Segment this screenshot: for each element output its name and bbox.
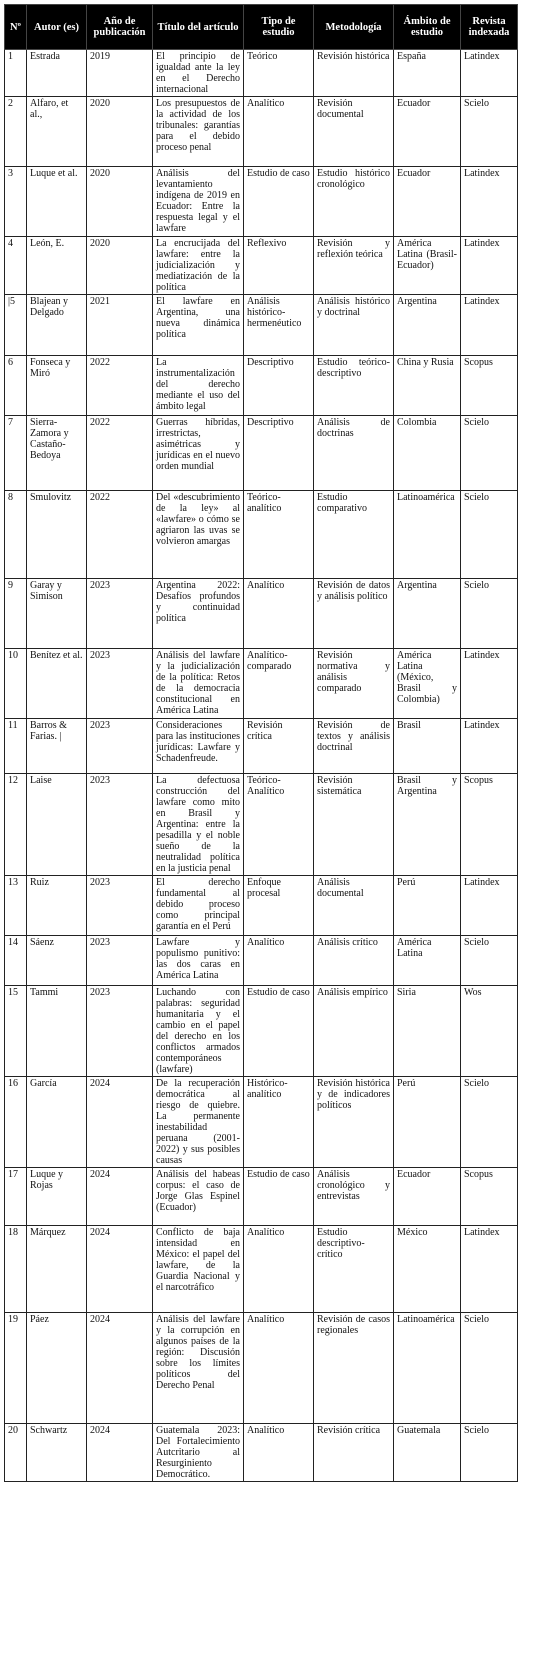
table-row: [5, 1077, 518, 1168]
methodology-cell: Análisis empírico: [314, 986, 394, 1077]
row-number: 17: [5, 1168, 27, 1226]
row-number: |5: [5, 295, 27, 356]
row-number: 1: [5, 50, 27, 97]
scope-cell: España: [394, 50, 461, 97]
row-number: 13: [5, 876, 27, 936]
study-type-cell: Analítico: [244, 1226, 314, 1313]
journal-cell: Latindex: [461, 237, 518, 295]
scope-cell: Latinoamérica: [394, 491, 461, 579]
methodology-cell: Análisis histórico y doctrinal: [314, 295, 394, 356]
table-row: [5, 50, 518, 97]
journal-cell: Scielo: [461, 1077, 518, 1168]
scope-cell: Ecuador: [394, 97, 461, 167]
year-cell: 2021: [87, 295, 153, 356]
study-type-cell: Analítico: [244, 579, 314, 649]
author-cell: Laise: [27, 774, 87, 876]
row-number: 2: [5, 97, 27, 167]
year-cell: 2022: [87, 356, 153, 416]
col-header-journal: Revista indexada: [461, 5, 518, 50]
title-cell: El principio de igualdad ante la ley en el Derecho internacional: [153, 50, 244, 97]
study-type-cell: Análisis histórico-hermenéutico: [244, 295, 314, 356]
table-row: [5, 295, 518, 356]
methodology-cell: Estudio teórico-descriptivo: [314, 356, 394, 416]
title-cell: Argentina 2022: Desafíos profundos y continuidad política: [153, 579, 244, 649]
study-type-cell: Revisión crítica: [244, 719, 314, 774]
table-row: [5, 936, 518, 986]
author-cell: Márquez: [27, 1226, 87, 1313]
author-cell: Sierra-Zamora y Castaño-Bedoya: [27, 416, 87, 491]
year-cell: 2020: [87, 167, 153, 237]
title-cell: El lawfare en Argentina, una nueva dinámica política: [153, 295, 244, 356]
year-cell: 2024: [87, 1226, 153, 1313]
scope-cell: Colombia: [394, 416, 461, 491]
year-cell: 2019: [87, 50, 153, 97]
study-type-cell: Estudio de caso: [244, 1168, 314, 1226]
journal-cell: Scielo: [461, 1424, 518, 1482]
methodology-cell: Revisión de casos regionales: [314, 1313, 394, 1424]
title-cell: Lawfare y populismo punitivo: las dos caras en América Latina: [153, 936, 244, 986]
methodology-cell: Análisis documental: [314, 876, 394, 936]
scope-cell: Siria: [394, 986, 461, 1077]
author-cell: Garay y Simison: [27, 579, 87, 649]
table-row: [5, 1226, 518, 1313]
author-cell: Blajean y Delgado: [27, 295, 87, 356]
title-cell: La defectuosa construcción del lawfare como mito en Brasil y Argentina: entre la pesadilla y el noble sueño de la neutralidad política en la justicia penal: [153, 774, 244, 876]
journal-cell: Scopus: [461, 1168, 518, 1226]
row-number: 3: [5, 167, 27, 237]
row-number: 16: [5, 1077, 27, 1168]
author-cell: Ruiz: [27, 876, 87, 936]
row-number: 6: [5, 356, 27, 416]
year-cell: 2022: [87, 416, 153, 491]
study-type-cell: Estudio de caso: [244, 986, 314, 1077]
scope-cell: Argentina: [394, 579, 461, 649]
methodology-cell: Estudio histórico cronológico: [314, 167, 394, 237]
author-cell: Páez: [27, 1313, 87, 1424]
table-body: [5, 50, 518, 1482]
col-header-number: Nº: [5, 5, 27, 50]
study-type-cell: Teórico-analítico: [244, 491, 314, 579]
row-number: 14: [5, 936, 27, 986]
title-cell: Análisis del levantamiento indígena de 2019 en Ecuador: Entre la respuesta legal y el lawfare: [153, 167, 244, 237]
row-number: 15: [5, 986, 27, 1077]
table-row: [5, 237, 518, 295]
methodology-cell: Revisión histórica y de indicadores políticos: [314, 1077, 394, 1168]
journal-cell: Latindex: [461, 649, 518, 719]
study-type-cell: Descriptivo: [244, 416, 314, 491]
scope-cell: Perú: [394, 1077, 461, 1168]
study-type-cell: Histórico-analítico: [244, 1077, 314, 1168]
col-header-methodology: Metodología: [314, 5, 394, 50]
journal-cell: Latindex: [461, 1226, 518, 1313]
author-cell: Sáenz: [27, 936, 87, 986]
methodology-cell: Análisis cronológico y entrevistas: [314, 1168, 394, 1226]
journal-cell: Latindex: [461, 50, 518, 97]
table-row: [5, 97, 518, 167]
year-cell: 2023: [87, 719, 153, 774]
title-cell: La instrumentalización del derecho mediante el uso del ámbito legal: [153, 356, 244, 416]
study-type-cell: Analítico: [244, 936, 314, 986]
table-header: [5, 5, 518, 50]
title-cell: Análisis del lawfare y la judicialización de la política: Retos de la democracia constitucional en América Latina: [153, 649, 244, 719]
title-cell: Del «descubrimiento de la ley» al «lawfare» o cómo se agriaron las uvas se volvieron amargas: [153, 491, 244, 579]
col-header-author: Autor (es): [27, 5, 87, 50]
table-row: [5, 876, 518, 936]
table-row: [5, 986, 518, 1077]
methodology-cell: Análisis crítico: [314, 936, 394, 986]
scope-cell: Brasil y Argentina: [394, 774, 461, 876]
row-number: 4: [5, 237, 27, 295]
title-cell: Análisis del habeas corpus: el caso de Jorge Glas Espinel (Ecuador): [153, 1168, 244, 1226]
year-cell: 2023: [87, 986, 153, 1077]
author-cell: Tammi: [27, 986, 87, 1077]
col-header-title: Título del artículo: [153, 5, 244, 50]
row-number: 7: [5, 416, 27, 491]
methodology-cell: Revisión crítica: [314, 1424, 394, 1482]
col-header-scope: Ámbito de estudio: [394, 5, 461, 50]
row-number: 19: [5, 1313, 27, 1424]
journal-cell: Scielo: [461, 416, 518, 491]
author-cell: Fonseca y Miró: [27, 356, 87, 416]
title-cell: La encrucijada del lawfare: entre la judicialización y mediatización de la política: [153, 237, 244, 295]
journal-cell: Scielo: [461, 579, 518, 649]
table-row: [5, 1313, 518, 1424]
row-number: 9: [5, 579, 27, 649]
scope-cell: Brasil: [394, 719, 461, 774]
table-row: [5, 649, 518, 719]
scope-cell: Ecuador: [394, 1168, 461, 1226]
journal-cell: Latindex: [461, 876, 518, 936]
methodology-cell: Revisión documental: [314, 97, 394, 167]
journal-cell: Scielo: [461, 1313, 518, 1424]
author-cell: Estrada: [27, 50, 87, 97]
table-row: [5, 1424, 518, 1482]
scope-cell: Latinoamérica: [394, 1313, 461, 1424]
row-number: 8: [5, 491, 27, 579]
journal-cell: Scopus: [461, 774, 518, 876]
year-cell: 2023: [87, 649, 153, 719]
table-row: [5, 579, 518, 649]
journal-cell: Latindex: [461, 295, 518, 356]
year-cell: 2024: [87, 1424, 153, 1482]
methodology-cell: Revisión sistemática: [314, 774, 394, 876]
title-cell: Guerras híbridas, irrestrictas, asimétricas y jurídicas en el nuevo orden mundial: [153, 416, 244, 491]
methodology-cell: Revisión de datos y análisis político: [314, 579, 394, 649]
scope-cell: Guatemala: [394, 1424, 461, 1482]
author-cell: García: [27, 1077, 87, 1168]
title-cell: El derecho fundamental al debido proceso como principal garantía en el Perú: [153, 876, 244, 936]
year-cell: 2024: [87, 1168, 153, 1226]
row-number: 11: [5, 719, 27, 774]
study-type-cell: Descriptivo: [244, 356, 314, 416]
scope-cell: América Latina (México, Brasil y Colombia): [394, 649, 461, 719]
methodology-cell: Estudio descriptivo-crítico: [314, 1226, 394, 1313]
study-type-cell: Estudio de caso: [244, 167, 314, 237]
row-number: 10: [5, 649, 27, 719]
methodology-cell: Revisión histórica: [314, 50, 394, 97]
year-cell: 2020: [87, 97, 153, 167]
study-type-cell: Teórico: [244, 50, 314, 97]
study-type-cell: Analítico-comparado: [244, 649, 314, 719]
journal-cell: Latindex: [461, 167, 518, 237]
scope-cell: Ecuador: [394, 167, 461, 237]
author-cell: Barros & Farias. |: [27, 719, 87, 774]
author-cell: Luque y Rojas: [27, 1168, 87, 1226]
author-cell: León, E.: [27, 237, 87, 295]
studies-table: [4, 4, 518, 1482]
methodology-cell: Revisión de textos y análisis doctrinal: [314, 719, 394, 774]
title-cell: De la recuperación democrática al riesgo de quiebre. La permanente inestabilidad peruana (2001-2022) y sus posibles causas: [153, 1077, 244, 1168]
journal-cell: Latindex: [461, 719, 518, 774]
study-type-cell: Analítico: [244, 1313, 314, 1424]
study-type-cell: Reflexivo: [244, 237, 314, 295]
author-cell: Schwartz: [27, 1424, 87, 1482]
title-cell: Guatemala 2023: Del Fortalecimiento Autcritario al Resurginiento Democrático.: [153, 1424, 244, 1482]
row-number: 20: [5, 1424, 27, 1482]
author-cell: Alfaro, et al.,: [27, 97, 87, 167]
study-type-cell: Analítico: [244, 97, 314, 167]
row-number: 18: [5, 1226, 27, 1313]
year-cell: 2020: [87, 237, 153, 295]
author-cell: Smulovitz: [27, 491, 87, 579]
row-number: 12: [5, 774, 27, 876]
table-row: [5, 1168, 518, 1226]
methodology-cell: Revisión y reflexión teórica: [314, 237, 394, 295]
table-row: [5, 491, 518, 579]
title-cell: Consideraciones para las instituciones jurídicas: Lawfare y Schadenfreude.: [153, 719, 244, 774]
year-cell: 2024: [87, 1077, 153, 1168]
year-cell: 2023: [87, 936, 153, 986]
year-cell: 2023: [87, 876, 153, 936]
table-row: [5, 416, 518, 491]
scope-cell: América Latina: [394, 936, 461, 986]
scope-cell: América Latina (Brasil-Ecuador): [394, 237, 461, 295]
study-type-cell: Analítico: [244, 1424, 314, 1482]
title-cell: Luchando con palabras: seguridad humanitaria y el cambio en el papel del derecho en los conflictos armados contemporáneos (lawfare): [153, 986, 244, 1077]
author-cell: Luque et al.: [27, 167, 87, 237]
table-row: [5, 774, 518, 876]
year-cell: 2023: [87, 579, 153, 649]
col-header-study-type: Tipo de estudio: [244, 5, 314, 50]
author-cell: Benítez et al.: [27, 649, 87, 719]
year-cell: 2023: [87, 774, 153, 876]
table-row: [5, 719, 518, 774]
year-cell: 2024: [87, 1313, 153, 1424]
journal-cell: Scielo: [461, 491, 518, 579]
journal-cell: Scopus: [461, 356, 518, 416]
scope-cell: México: [394, 1226, 461, 1313]
table-row: [5, 356, 518, 416]
methodology-cell: Revisión normativa y análisis comparado: [314, 649, 394, 719]
scope-cell: Argentina: [394, 295, 461, 356]
journal-cell: Scielo: [461, 936, 518, 986]
study-type-cell: Enfoque procesal: [244, 876, 314, 936]
journal-cell: Wos: [461, 986, 518, 1077]
title-cell: Conflicto de baja intensidad en México: el papel del lawfare, de la Guardia Nacional y el narcotráfico: [153, 1226, 244, 1313]
methodology-cell: Análisis de doctrinas: [314, 416, 394, 491]
scope-cell: Perú: [394, 876, 461, 936]
title-cell: Los presupuestos de la actividad de los tribunales: garantías para el debido proceso penal: [153, 97, 244, 167]
year-cell: 2022: [87, 491, 153, 579]
title-cell: Análisis del lawfare y la corrupción en algunos países de la región: Discusión sobre los límites políticos del Derecho Penal: [153, 1313, 244, 1424]
journal-cell: Scielo: [461, 97, 518, 167]
col-header-year: Año de publicación: [87, 5, 153, 50]
table-row: [5, 167, 518, 237]
methodology-cell: Estudio comparativo: [314, 491, 394, 579]
scope-cell: China y Rusia: [394, 356, 461, 416]
study-type-cell: Teórico-Analítico: [244, 774, 314, 876]
